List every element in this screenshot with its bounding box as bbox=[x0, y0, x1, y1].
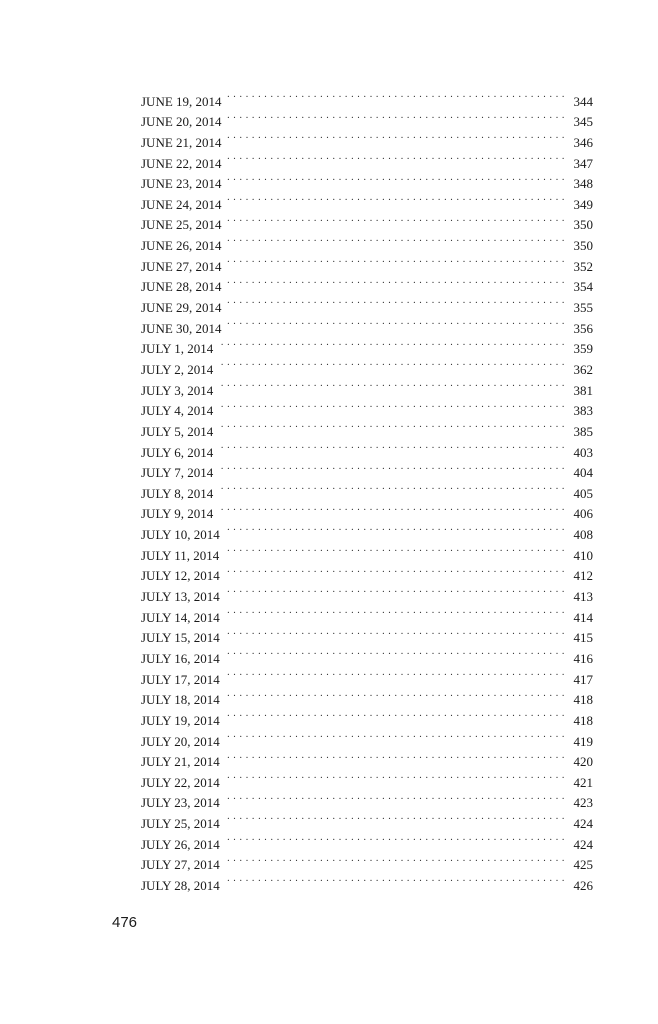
toc-entry-page: 424 bbox=[573, 836, 593, 852]
toc-entry-page: 424 bbox=[573, 816, 593, 832]
dot-leader bbox=[226, 250, 565, 271]
toc-entry-label: JULY 13, 2014 bbox=[141, 589, 220, 605]
toc-entry-label: JUNE 22, 2014 bbox=[141, 155, 222, 171]
toc-entry-label: JULY 20, 2014 bbox=[141, 733, 220, 749]
dot-leader bbox=[217, 436, 565, 457]
toc-entry-page: 355 bbox=[573, 300, 593, 316]
toc-entry-page: 421 bbox=[573, 774, 593, 790]
toc-entry-page: 418 bbox=[573, 692, 593, 708]
dot-leader bbox=[217, 457, 565, 478]
toc-entry-label: JUNE 24, 2014 bbox=[141, 196, 222, 212]
toc-entry-label: JULY 15, 2014 bbox=[141, 630, 220, 646]
toc-entry-page: 350 bbox=[573, 238, 593, 254]
toc-entry-label: JULY 18, 2014 bbox=[141, 692, 220, 708]
toc-entry-label: JULY 14, 2014 bbox=[141, 609, 220, 625]
toc-entry-page: 362 bbox=[573, 361, 593, 377]
dot-leader bbox=[224, 622, 565, 643]
dot-leader bbox=[226, 209, 565, 230]
toc-entry-label: JUNE 20, 2014 bbox=[141, 114, 222, 130]
toc-entry-label: JUNE 25, 2014 bbox=[141, 217, 222, 233]
toc-entry-label: JULY 16, 2014 bbox=[141, 650, 220, 666]
toc-entry-label: JUNE 26, 2014 bbox=[141, 238, 222, 254]
toc-entry-page: 344 bbox=[573, 93, 593, 109]
toc-entry-page: 423 bbox=[573, 795, 593, 811]
toc-entry bbox=[141, 85, 593, 109]
toc-entry-page: 410 bbox=[573, 547, 593, 563]
toc-entry-label: JUNE 27, 2014 bbox=[141, 258, 222, 274]
dot-leader bbox=[224, 518, 565, 539]
dot-leader bbox=[226, 168, 565, 189]
dot-leader bbox=[226, 291, 565, 312]
dot-leader bbox=[226, 147, 565, 168]
page-number: 476 bbox=[112, 914, 138, 931]
toc-entry-page: 385 bbox=[573, 423, 593, 439]
toc-entry-label: JULY 19, 2014 bbox=[141, 712, 220, 728]
dot-leader bbox=[217, 353, 565, 374]
dot-leader bbox=[224, 869, 565, 890]
toc-entry-page: 417 bbox=[573, 671, 593, 687]
table-of-contents bbox=[141, 85, 593, 893]
dot-leader bbox=[224, 663, 565, 684]
toc-entry-page: 415 bbox=[573, 630, 593, 646]
dot-leader bbox=[217, 395, 565, 416]
toc-entry-page: 352 bbox=[573, 258, 593, 274]
toc-entry-label: JULY 21, 2014 bbox=[141, 754, 220, 770]
toc-entry-label: JULY 3, 2014 bbox=[141, 382, 214, 398]
dot-leader bbox=[226, 312, 565, 333]
toc-entry-label: JUNE 28, 2014 bbox=[141, 279, 222, 295]
toc-entry-page: 346 bbox=[573, 134, 593, 150]
toc-entry-page: 359 bbox=[573, 341, 593, 357]
toc-entry-page: 420 bbox=[573, 754, 593, 770]
dot-leader bbox=[224, 560, 565, 581]
dot-leader bbox=[217, 477, 565, 498]
dot-leader bbox=[224, 704, 565, 725]
dot-leader bbox=[224, 849, 565, 870]
toc-entry-page: 349 bbox=[573, 196, 593, 212]
dot-leader bbox=[224, 580, 565, 601]
toc-entry-label: JULY 1, 2014 bbox=[141, 341, 214, 357]
toc-entry-page: 354 bbox=[573, 279, 593, 295]
dot-leader bbox=[224, 807, 565, 828]
dot-leader bbox=[217, 498, 565, 519]
toc-entry-label: JUNE 23, 2014 bbox=[141, 176, 222, 192]
toc-entry-label: JULY 9, 2014 bbox=[141, 506, 214, 522]
toc-entry-label: JULY 12, 2014 bbox=[141, 568, 220, 584]
toc-entry-label: JULY 8, 2014 bbox=[141, 485, 214, 501]
toc-entry-page: 426 bbox=[573, 877, 593, 893]
toc-entry-label: JULY 26, 2014 bbox=[141, 836, 220, 852]
dot-leader bbox=[224, 828, 565, 849]
dot-leader bbox=[223, 539, 565, 560]
toc-entry-page: 413 bbox=[573, 589, 593, 605]
dot-leader bbox=[217, 333, 565, 354]
dot-leader bbox=[226, 271, 565, 292]
toc-entry-label: JUNE 21, 2014 bbox=[141, 134, 222, 150]
dot-leader bbox=[226, 85, 565, 106]
toc-entry-label: JULY 7, 2014 bbox=[141, 465, 214, 481]
dot-leader bbox=[224, 766, 565, 787]
toc-entry-page: 345 bbox=[573, 114, 593, 130]
toc-entry-label: JULY 28, 2014 bbox=[141, 877, 220, 893]
toc-entry-page: 404 bbox=[573, 465, 593, 481]
toc-entry-label: JULY 5, 2014 bbox=[141, 423, 214, 439]
toc-entry-label: JULY 25, 2014 bbox=[141, 816, 220, 832]
toc-entry-page: 418 bbox=[573, 712, 593, 728]
toc-entry-label: JULY 10, 2014 bbox=[141, 527, 220, 543]
dot-leader bbox=[226, 188, 565, 209]
toc-entry-label: JULY 27, 2014 bbox=[141, 857, 220, 873]
dot-leader bbox=[224, 725, 565, 746]
toc-entry-label: JUNE 30, 2014 bbox=[141, 320, 222, 336]
toc-entry-label: JUNE 19, 2014 bbox=[141, 93, 222, 109]
toc-entry-page: 356 bbox=[573, 320, 593, 336]
toc-entry-page: 419 bbox=[573, 733, 593, 749]
toc-entry-page: 425 bbox=[573, 857, 593, 873]
dot-leader bbox=[224, 787, 565, 808]
toc-entry-label: JULY 4, 2014 bbox=[141, 403, 214, 419]
toc-entry-page: 416 bbox=[573, 650, 593, 666]
toc-entry-page: 348 bbox=[573, 176, 593, 192]
toc-entry-page: 383 bbox=[573, 403, 593, 419]
toc-entry-page: 350 bbox=[573, 217, 593, 233]
toc-entry-page: 405 bbox=[573, 485, 593, 501]
dot-leader bbox=[217, 374, 565, 395]
toc-entry-page: 381 bbox=[573, 382, 593, 398]
toc-entry-label: JULY 2, 2014 bbox=[141, 361, 214, 377]
dot-leader bbox=[217, 415, 565, 436]
dot-leader bbox=[226, 126, 565, 147]
toc-entry-page: 406 bbox=[573, 506, 593, 522]
dot-leader bbox=[224, 642, 565, 663]
toc-entry-page: 408 bbox=[573, 527, 593, 543]
toc-entry-page: 414 bbox=[573, 609, 593, 625]
toc-entry-page: 403 bbox=[573, 444, 593, 460]
dot-leader bbox=[224, 746, 565, 767]
toc-entry-label: JULY 6, 2014 bbox=[141, 444, 214, 460]
dot-leader bbox=[226, 106, 565, 127]
toc-entry-label: JUNE 29, 2014 bbox=[141, 300, 222, 316]
toc-entry-label: JULY 17, 2014 bbox=[141, 671, 220, 687]
dot-leader bbox=[224, 601, 565, 622]
toc-entry-page: 412 bbox=[573, 568, 593, 584]
toc-entry-page: 347 bbox=[573, 155, 593, 171]
dot-leader bbox=[224, 684, 565, 705]
toc-entry-label: JULY 11, 2014 bbox=[141, 547, 220, 563]
dot-leader bbox=[226, 229, 565, 250]
toc-entry-label: JULY 22, 2014 bbox=[141, 774, 220, 790]
toc-entry-label: JULY 23, 2014 bbox=[141, 795, 220, 811]
